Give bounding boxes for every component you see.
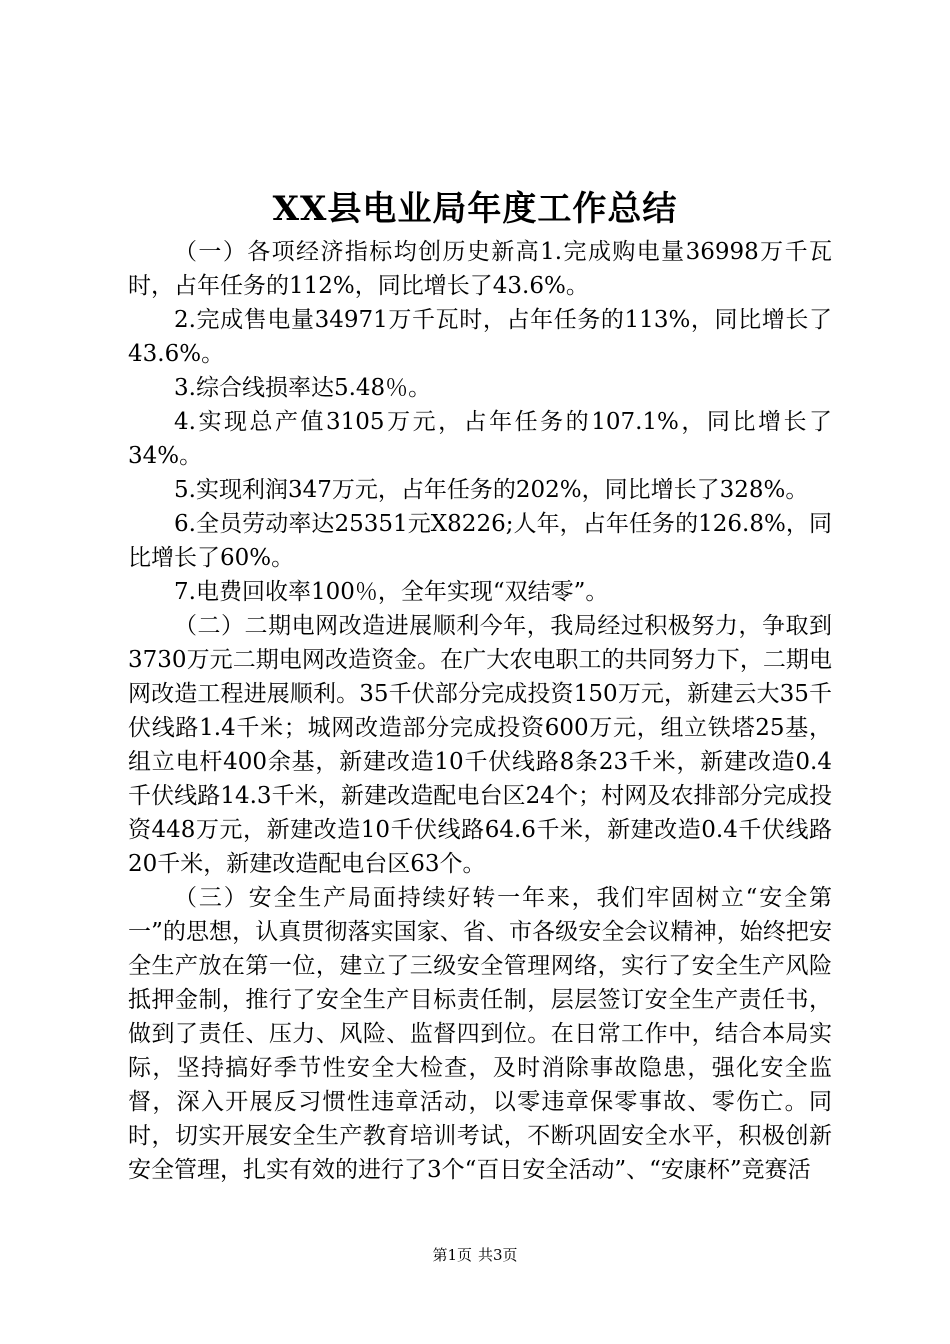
paragraph-economic-indicators: （一）各项经济指标均创历史新高1.完成购电量36998万千瓦时，占年任务的112%，同比增长了43.6%。 <box>128 239 832 299</box>
document-body <box>128 235 832 1187</box>
paragraph-output-value: 4.实现总产值3105万元，占年任务的107.1%，同比增长了34%。 <box>128 409 832 469</box>
page-footer <box>0 1245 950 1265</box>
paragraph-grid-renovation: （二）二期电网改造进展顺利今年，我局经过积极努力，争取到3730万元二期电网改造资金。在广大农电职工的共同努力下，二期电网改造工程进展顺利。35千伏部分完成投资150万元，新建云大35千伏线路1.4千米；城网改造部分完成投资600万元，组立铁塔25基，组立电杆400余基，新建改造10千伏线路8条23千米，新建改造0.4千伏线路14.3千米，新建改造配电台区24个；村网及农排部分完成投资448万元，新建改造10千伏线路64.6千米，新建改造0.4千伏线路20千米，新建改造配电台区63个。 <box>128 613 832 877</box>
paragraph-fee-recovery: 7.电费回收率100％，全年实现“双结零”。 <box>174 579 609 605</box>
page-number: 第1页 <box>432 1246 472 1264</box>
paragraph-sales-volume: 2.完成售电量34971万千瓦时，占年任务的113%，同比增长了43.6%。 <box>128 307 832 367</box>
paragraph-line-loss: 3.综合线损率达5.48％。 <box>174 375 432 401</box>
paragraph-labor-rate: 6.全员劳动率达25351元X8226;人年，占年任务的126.8%，同比增长了60%。 <box>128 511 832 571</box>
paragraph-profit: 5.实现利润347万元，占年任务的202%，同比增长了328%。 <box>174 477 809 503</box>
paragraph-safety-production: （三）安全生产局面持续好转一年来，我们牢固树立“安全第一”的思想，认真贯彻落实国家、省、市各级安全会议精神，始终把安全生产放在第一位，建立了三级安全管理网络，实行了安全生产风险抵押金制，推行了安全生产目标责任制，层层签订安全生产责任书，做到了责任、压力、风险、监督四到位。在日常工作中，结合本局实际，坚持搞好季节性安全大检查，及时消除事故隐患，强化安全监督，深入开展反习惯性违章活动，以零违章保零事故、零伤亡。同时，切实开展安全生产教育培训考试，不断巩固安全水平，积极创新安全管理，扎实有效的进行了3个“百日安全活动”、“安康杯”竞赛活 <box>128 885 832 1183</box>
page-total: 共3页 <box>478 1246 518 1264</box>
document-title: XX县电业局年度工作总结 <box>272 189 678 229</box>
